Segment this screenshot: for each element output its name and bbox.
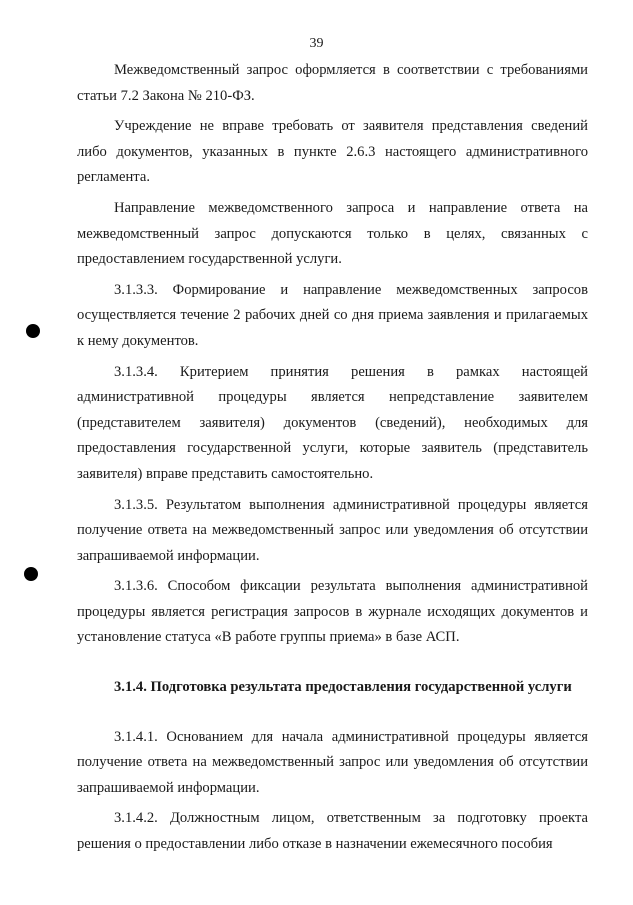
paragraph: Учреждение не вправе требовать от заявителя представления сведений либо документов, указанных в пункте 2.6.3 настоящего административного регламента. xyxy=(77,118,588,186)
paragraph: 3.1.4.1. Основанием для начала административной процедуры является получение ответа на межведомственный запрос или уведомления об отсутствии запрашиваемой информации. xyxy=(77,728,588,796)
paragraph: Межведомственный запрос оформляется в соответствии с требованиями статьи 7.2 Закона № 210-ФЗ. xyxy=(77,62,588,104)
punch-hole-mark xyxy=(26,324,40,338)
paragraph: 3.1.3.6. Способом фиксации результата выполнения административной процедуры является регистрация запросов в журнале исходящих документов и установление статуса «В работе группы приема» в базе АСП. xyxy=(77,578,588,646)
paragraph: 3.1.4.2. Должностным лицом, ответственным за подготовку проекта решения о предоставлении либо отказе в назначении ежемесячного пособия xyxy=(77,810,588,853)
section-heading: 3.1.4. Подготовка результата предоставления государственной услуги xyxy=(114,679,572,696)
page-number: 39 xyxy=(309,36,324,51)
document-body xyxy=(77,58,588,863)
punch-hole-mark xyxy=(24,567,38,581)
paragraph: 3.1.3.5. Результатом выполнения административной процедуры является получение ответа на межведомственный запрос или уведомления об отсутствии запрашиваемой информации. xyxy=(77,496,588,564)
paragraph: 3.1.3.4. Критерием принятия решения в рамках настоящей административной процедуры является непредставление заявителем (представителем заявителя) документов (сведений), необходимых для предоставления государственной услуги, которые заявитель (представитель заявителя) вправе представить самостоятельно. xyxy=(77,363,588,482)
paragraph: Направление межведомственного запроса и направление ответа на межведомственный запрос допускаются только в целях, связанных с предоставлением государственной услуги. xyxy=(77,199,588,268)
paragraph: 3.1.3.3. Формирование и направление межведомственных запросов осуществляется течение 2 рабочих дней со дня приема заявления и прилагаемых к нему документов. xyxy=(77,281,588,349)
